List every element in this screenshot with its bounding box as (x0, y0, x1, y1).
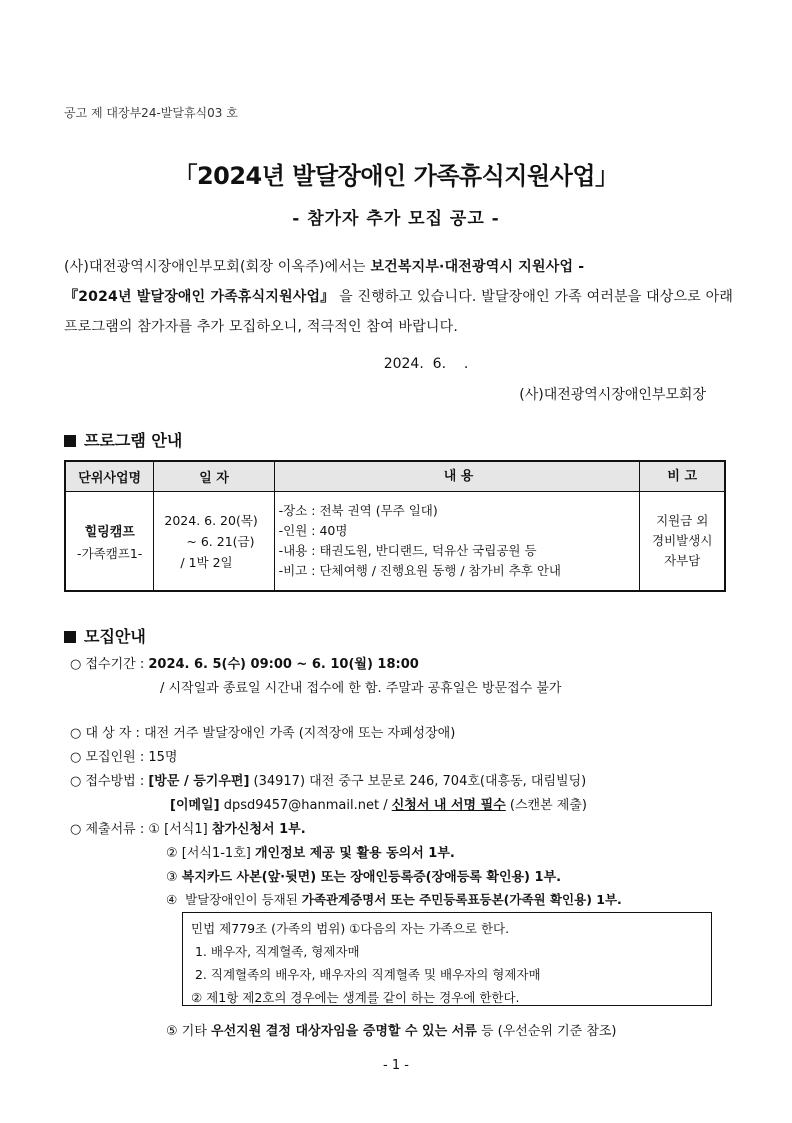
method-email: [이메일] (170, 798, 220, 813)
square-bullet-icon (64, 631, 76, 643)
intro-bold-1: 보건복지부·대전광역시 지원사업 - (370, 259, 585, 275)
doc2-prefix: ② [서식1-1호] (166, 846, 255, 861)
date-line-3: / 1박 2일 (180, 554, 233, 570)
note-line: 경비발생시 (652, 533, 713, 548)
doc3-row (166, 866, 561, 885)
law-line: ② 제1항 제2호의 경우에는 생계를 같이 하는 경우에 한한다. (191, 990, 520, 1005)
content-line: -비고 : 단체여행 / 진행요원 동행 / 참가비 추후 안내 (278, 563, 561, 578)
docs-label: ○ 제출서류 : (70, 822, 149, 837)
section-program-heading (64, 428, 182, 451)
notice-date: 2024. 6. . (383, 356, 469, 372)
document-subtitle: - 참가자 추가 모집 공고 - (292, 209, 500, 229)
doc1-title: 참가신청서 1부. (211, 822, 306, 837)
doc5-title: 우선지원 결정 대상자임을 증명할 수 있는 서류 (211, 1024, 477, 1039)
target-row (70, 722, 455, 741)
method-email-note: (스캔본 제출) (505, 798, 587, 813)
section-program-title: 프로그램 안내 (84, 431, 183, 450)
count-label: ○ 모집인원 : (70, 750, 149, 765)
content-line: -내용 : 태권도원, 반디랜드, 덕유산 국립공원 등 (278, 543, 537, 558)
period-row (70, 653, 419, 672)
law-line: 민법 제779조 (가족의 범위) ①다음의 자는 가족으로 한다. (191, 921, 510, 936)
section-recruit-heading (64, 624, 146, 647)
section-recruit-title: 모집안내 (84, 627, 146, 646)
period-note: / 시작일과 종료일 시간내 접수에 한 함. 주말과 공휴일은 방문접수 불가 (160, 681, 562, 696)
method-email-address: dpsd9457@hanmail.net / (219, 798, 392, 813)
intro-paragraph (64, 252, 744, 342)
civil-law-box (182, 912, 712, 1006)
date-line-2: ~ 6. 21(금) (186, 533, 255, 549)
doc1-prefix: ① [서식1] (148, 822, 212, 837)
table-row (65, 492, 725, 592)
document-title: 「2024년 발달장애인 가족휴식지원사업」 (173, 162, 619, 190)
header-unit: 단위사업명 (65, 461, 154, 492)
notice-number: 공고 제 대장부24-발달휴식03 호 (64, 106, 238, 120)
target-value: 대전 거주 발달장애인 가족 (지적장애 또는 자폐성장애) (144, 726, 456, 741)
signature-required: 신청서 내 서명 필수 (391, 798, 506, 813)
method-label: ○ 접수방법 : (70, 774, 149, 789)
intro-text-2: 을 진행하고 있습니다. 발달장애인 가족 여러분을 대상으로 아래 프로그램의 참가자를 추가 모집하오니, 적극적인 참여 바랍니다. (64, 289, 734, 335)
period-value: 2024. 6. 5(수) 09:00 ~ 6. 10(월) 18:00 (148, 657, 419, 672)
camp-subname: -가족캠프1- (77, 545, 143, 561)
issuer: (사)대전광역시장애인부모회장 (519, 387, 706, 403)
header-note: 비 고 (640, 461, 725, 492)
method-visit-address: (34917) 대전 중구 보문로 246, 704호(대흥동, 대림빌딩) (249, 774, 587, 789)
camp-name: 힐링캠프 (84, 524, 135, 540)
doc5-suffix: 등 (우선순위 기준 참조) (476, 1024, 617, 1039)
doc4-title: 가족관계증명서 또는 주민등록표등본(가족원 확인용) 1부. (301, 892, 622, 907)
doc3-prefix: ③ (166, 870, 182, 885)
method-row (70, 770, 586, 789)
target-label: ○ 대 상 자 : (70, 726, 145, 741)
note-line: 자부담 (664, 553, 701, 568)
header-content: 내 용 (274, 461, 640, 492)
count-row (70, 746, 177, 765)
law-line: 2. 직계혈족의 배우자, 배우자의 직계혈족 및 배우자의 형제자매 (191, 967, 541, 982)
doc2-title: 개인정보 제공 및 활용 동의서 1부. (254, 846, 455, 861)
doc4-row (166, 890, 622, 908)
law-line: 1. 배우자, 직계혈족, 형제자매 (191, 944, 360, 959)
square-bullet-icon (64, 435, 76, 447)
doc5-row (166, 1020, 617, 1039)
method-email-row (170, 794, 587, 813)
header-date: 일 자 (154, 461, 274, 492)
cell-note (640, 492, 725, 592)
doc2-row (166, 842, 455, 861)
period-label: ○ 접수기간 : (70, 657, 149, 672)
doc5-prefix: ⑤ 기타 (166, 1024, 212, 1039)
count-value: 15명 (148, 750, 178, 765)
date-line-1: 2024. 6. 20(목) (164, 512, 258, 528)
doc3-title: 복지카드 사본(앞·뒷면) 또는 장애인등록증(장애등록 확인용) 1부. (181, 870, 562, 885)
doc4-prefix: ④ 발달장애인이 등재된 (166, 892, 302, 907)
content-line: -인원 : 40명 (278, 523, 348, 538)
cell-content (274, 492, 640, 592)
intro-bold-2: 『2024년 발달장애인 가족휴식지원사업』 (64, 289, 335, 305)
cell-unit (65, 492, 154, 592)
docs-row (70, 818, 306, 837)
note-line: 지원금 외 (656, 513, 709, 528)
method-visit: [방문 / 등기우편] (148, 774, 250, 789)
content-line: -장소 : 전북 권역 (무주 일대) (278, 503, 438, 518)
cell-date (154, 492, 274, 592)
intro-text-1: (사)대전광역시장애인부모회(회장 이옥주)에서는 (64, 259, 371, 275)
program-table (64, 460, 726, 592)
page-number: - 1 - (383, 1058, 409, 1073)
